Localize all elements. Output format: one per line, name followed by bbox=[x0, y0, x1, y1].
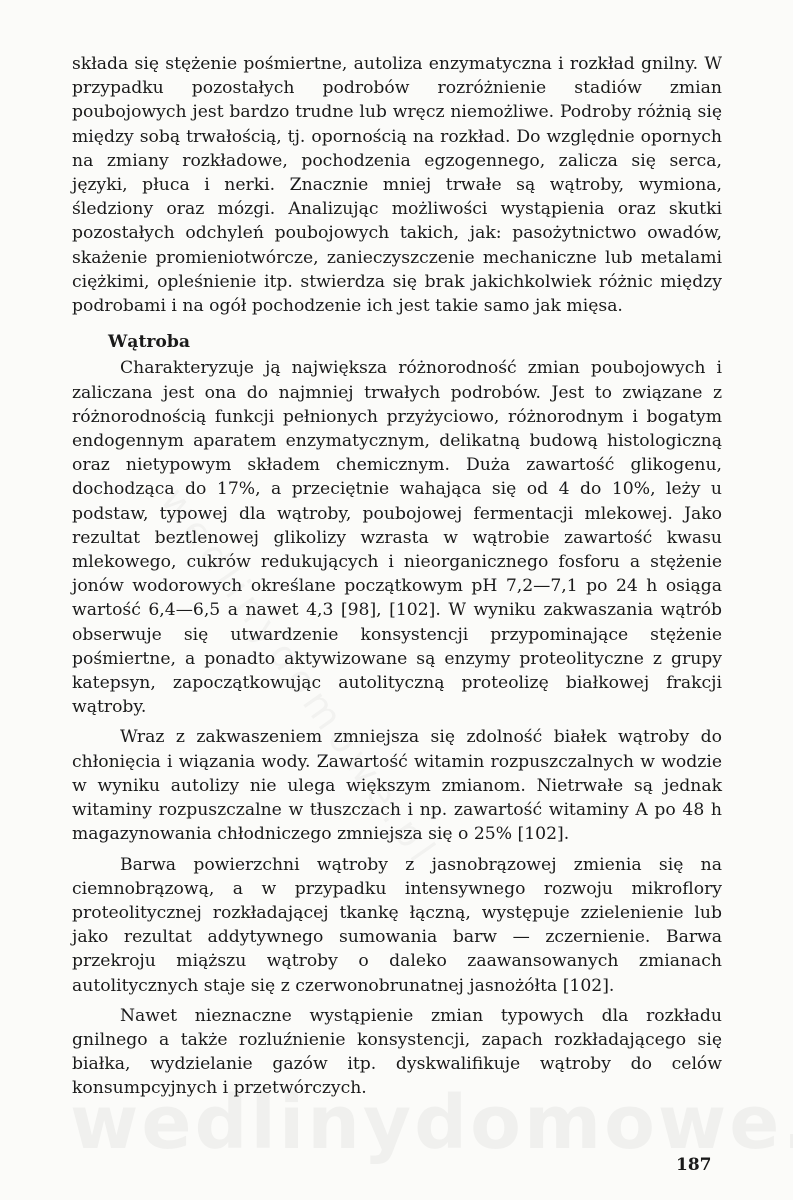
paragraph-intro: składa się stężenie pośmiertne, autoliza enzymatyczna i rozkład gnilny. W przypadku pozostałych podrobów rozróżnienie stadiów zmian poubojowych jest bardzo trudne lub wręcz niemożliwe. Podroby różnią się między sobą trwałością, tj. opornością na rozkład. Do względnie opornych na zmiany rozkładowe, pochodzenia egzogennego, zalicza się serca, języki, płuca i nerki. Znacznie mniej trwałe są wątroby, wymiona, śledziony oraz mózgi. Analizując możliwości wystąpienia oraz skutki pozostałych odchyleń poubojowych takich, jak: pasożytnictwo owadów, skażenie promieniotwórcze, zanieczyszczenie mechaniczne lub metalami ciężkimi, opleśnienie itp. stwierdza się brak jakichkolwiek różnic między podrobami i na ogół pochodzenie ich jest takie samo jak mięsa. bbox=[72, 54, 722, 317]
paragraph: Barwa powierzchni wątroby z jasnobrązowej zmienia się na ciemnobrązową, a w przypadku intensywnego rozwoju mikroflory proteolitycznej rozkładającej tkankę łączną, występuje zzielenienie lub jako rezultat addytywnego sumowania barw — zczernienie. Barwa przekroju miąższu wątroby o daleko zaawansowanych zmianach autolitycznych staje się z czerwonobrunatnej jasnożółta [102]. bbox=[72, 854, 722, 996]
page-body bbox=[72, 52, 722, 1101]
section-heading: Wątroba bbox=[108, 332, 191, 353]
paragraph: Wraz z zakwaszeniem zmniejsza się zdolność białek wątroby do chłonięcia i wiązania wody. Zawartość witamin rozpuszczalnych w wodzie w wyniku autolizy nie ulega większym zmianom. Nietrwałe są jednak witaminy rozpuszczalne w tłuszczach i np. zawartość witaminy A po 48 h magazynowania chłodniczego zmniejsza się o 25% [102]. bbox=[72, 727, 722, 845]
page-number: 187 bbox=[676, 1155, 712, 1175]
watermark bbox=[70, 1080, 730, 1166]
paragraph: Nawet nieznaczne wystąpienie zmian typowych dla rozkładu gnilnego a także rozluźnienie konsystencji, zapach rozkładającego się białka, wydzielanie gazów itp. dyskwalifikuje wątroby do celów konsumpcyjnych i przetwórczych. bbox=[72, 1005, 722, 1099]
paragraph: Charakteryzuje ją największa różnorodność zmian poubojowych i zaliczana jest ona do najmniej trwałych podrobów. Jest to związane z różnorodnością funkcji pełnionych przyżyciowo, różnorodnym i bogatym endogennym aparatem enzymatycznym, delikatną budową histologiczną oraz nietypowym składem chemicznym. Duża zawartość glikogenu, dochodząca do 17%, a przeciętnie wahająca się od 4 do 10%, leży u podstaw, typowej dla wątroby, poubojowej fermentacji mlekowej. Jako rezultat beztlenowej glikolizy wzrasta w wątrobie zawartość kwasu mlekowego, cukrów redukujących i nieorganicznego fosforu a stężenie jonów wodorowych określane początkowym pH 7,2—7,1 po 24 h osiąga wartość 6,4—6,5 a nawet 4,3 [98], [102]. W wyniku zakwaszania wątrób obserwuje się utwardzenie konsystencji przypominające stężenie pośmiertne, a ponadto aktywizowane są enzymy proteolityczne z grupy katepsyn, zapoczątkowując autolityczną proteolizę białkowej frakcji wątroby. bbox=[72, 358, 722, 718]
